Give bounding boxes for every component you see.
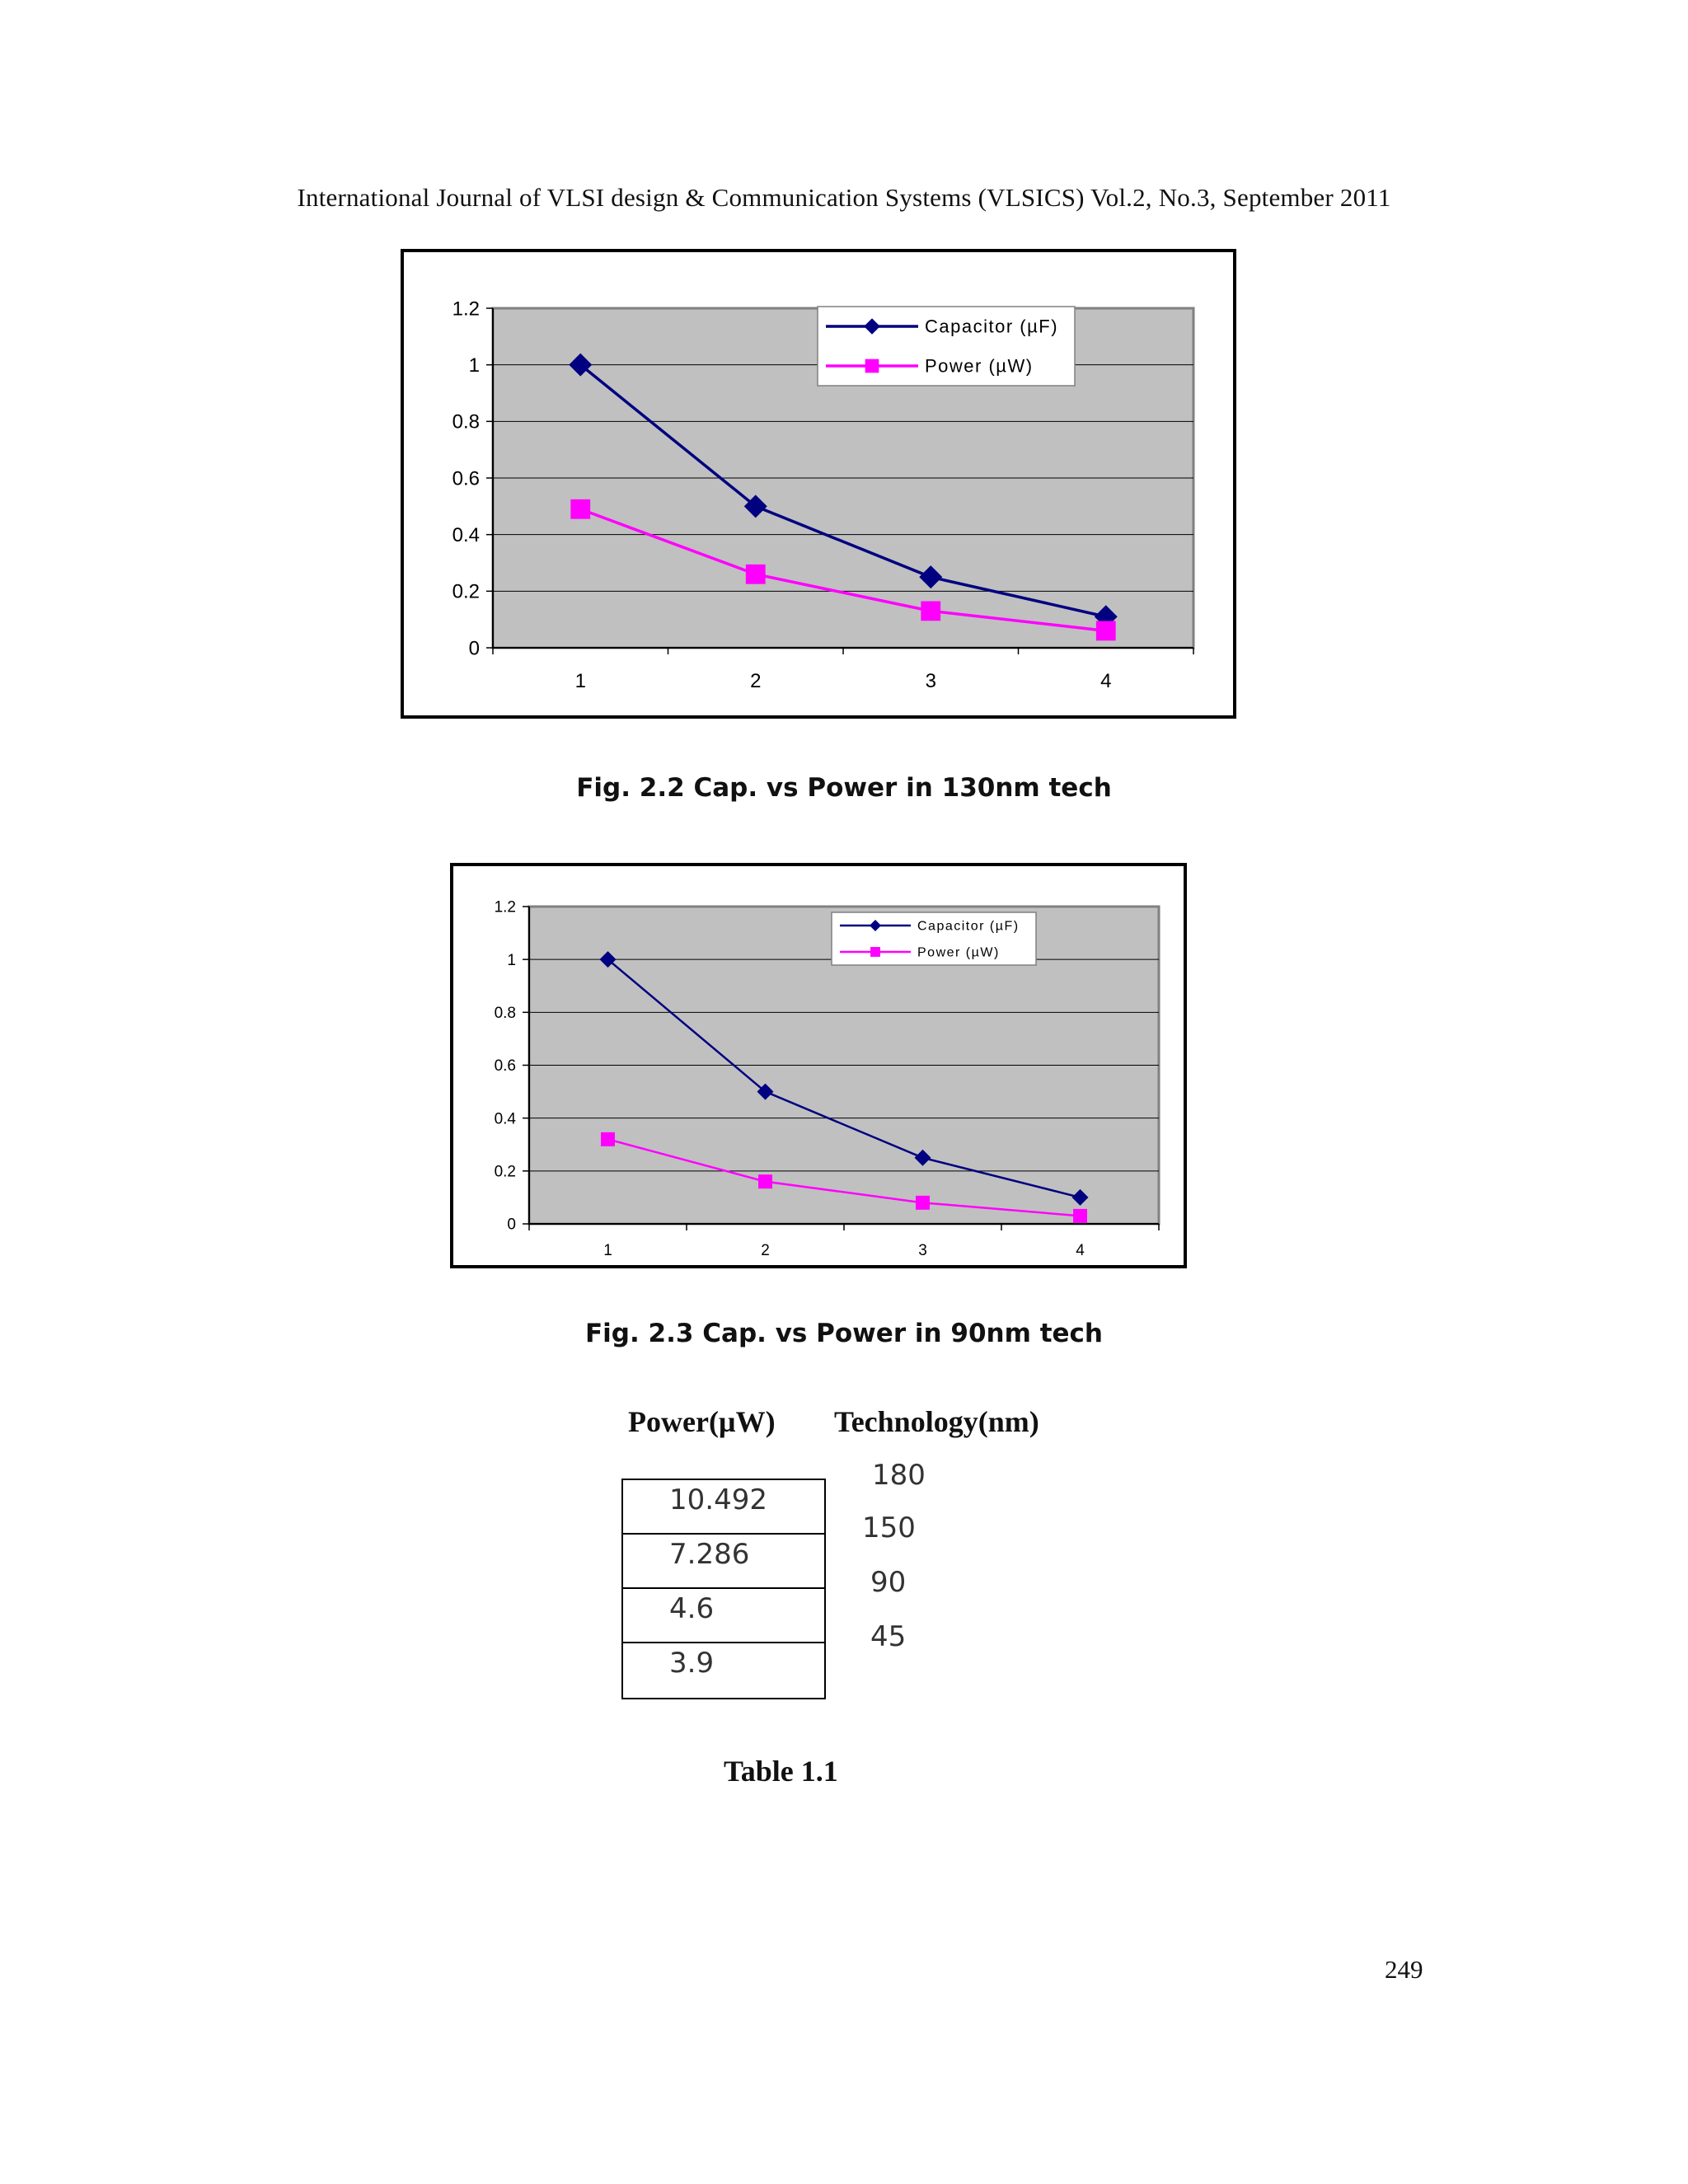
technology-cell: 45 [870, 1620, 907, 1653]
power-cell: 10.492 [669, 1483, 767, 1516]
y-tick-label: 0.2 [494, 1163, 516, 1181]
figure-2-2-caption: Fig. 2.2 Cap. vs Power in 130nm tech [576, 773, 1112, 803]
data-point [746, 565, 766, 584]
table-row [623, 1643, 824, 1698]
power-table [621, 1479, 826, 1699]
y-tick-label: 1.2 [494, 898, 516, 916]
y-tick-label: 0 [468, 637, 480, 660]
legend-label: Power (µW) [925, 355, 1034, 377]
table-row [623, 1480, 824, 1535]
table-row [623, 1535, 824, 1589]
power-cell: 4.6 [669, 1592, 715, 1625]
legend-label: Power (µW) [917, 945, 1000, 960]
x-tick-label: 1 [574, 670, 586, 692]
x-tick-label: 4 [1076, 1242, 1085, 1259]
x-tick-label: 3 [918, 1242, 927, 1259]
y-tick-label: 0.8 [452, 410, 480, 434]
legend-label: Capacitor (µF) [925, 316, 1059, 337]
data-point [1073, 1209, 1087, 1223]
y-tick-label: 0.8 [494, 1004, 516, 1022]
y-tick-label: 0.6 [452, 467, 480, 490]
chart-130nm [404, 252, 1233, 715]
technology-cell: 150 [862, 1511, 916, 1544]
technology-cell: 180 [872, 1459, 926, 1492]
data-point [921, 601, 940, 621]
x-tick-label: 2 [750, 670, 762, 692]
x-tick-label: 1 [603, 1242, 612, 1259]
data-point [1096, 621, 1116, 641]
y-tick-label: 1 [507, 951, 516, 969]
x-tick-label: 3 [925, 670, 936, 692]
y-tick-label: 0.2 [452, 580, 480, 603]
x-tick-label: 4 [1100, 670, 1112, 692]
y-tick-label: 1 [468, 354, 480, 377]
technology-cell: 90 [870, 1566, 907, 1599]
data-point [916, 1196, 930, 1210]
y-tick-label: 0 [507, 1216, 516, 1234]
data-point [601, 1132, 615, 1146]
legend-marker [870, 947, 880, 957]
running-header: International Journal of VLSI design & Communication Systems (VLSICS) Vol.2, No.3, September 2011 [297, 183, 1391, 212]
legend-label: Capacitor (µF) [917, 919, 1020, 934]
table-header-technology: Technology(nm) [834, 1405, 1039, 1438]
power-cell: 7.286 [669, 1538, 750, 1571]
legend-marker [865, 359, 879, 373]
table-header-power: Power(µW) [628, 1405, 776, 1438]
page-number: 249 [1385, 1955, 1423, 1984]
y-tick-label: 1.2 [452, 298, 480, 321]
figure-2-2-chart [401, 249, 1236, 719]
y-tick-label: 0.4 [494, 1110, 516, 1128]
power-cell: 3.9 [669, 1647, 715, 1680]
data-point [758, 1174, 772, 1188]
data-point [570, 499, 590, 519]
x-tick-label: 2 [761, 1242, 770, 1259]
y-tick-label: 0.4 [452, 524, 480, 547]
table-row [623, 1589, 824, 1643]
table-caption: Table 1.1 [724, 1755, 838, 1788]
figure-2-3-chart [450, 863, 1187, 1268]
figure-2-3-caption: Fig. 2.3 Cap. vs Power in 90nm tech [585, 1319, 1103, 1348]
y-tick-label: 0.6 [494, 1057, 516, 1076]
chart-90nm [453, 866, 1184, 1265]
